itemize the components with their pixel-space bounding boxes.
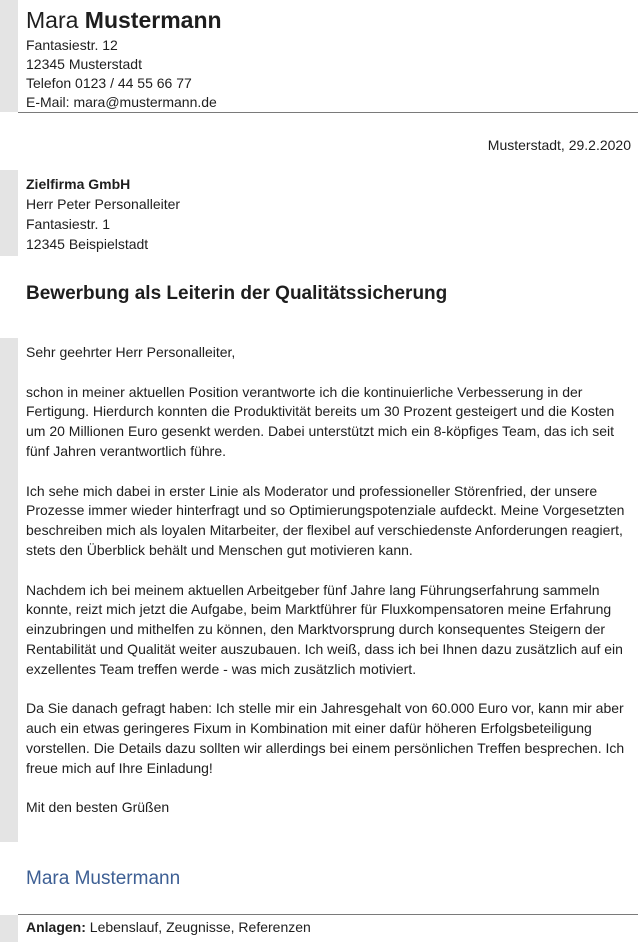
- letter-paragraph: Da Sie danach gefragt haben: Ich stelle mir ein Jahresgehalt von 60.000 Euro vor, kann mir aber auch ein etwas geringeres Fixum in Kombination mit einer dafür höheren Erfolgsbeteiligung vorstellen. Die Details dazu sollten wir allerdings bei einem persönlichen Treffen besprechen. Ich freue mich auf Ihre Einladung!: [26, 700, 625, 776]
- footer-side-bar: [0, 915, 18, 942]
- recipient-city: 12345 Beispielstadt: [26, 236, 149, 252]
- attachments-line: [26, 918, 311, 937]
- letter-salutation: Sehr geehrter Herr Personalleiter,: [26, 344, 236, 360]
- sender-name-heading: [26, 6, 222, 34]
- sender-email: E-Mail: mara@mustermann.de: [26, 94, 217, 110]
- recipient-side-bar: [0, 170, 18, 256]
- sender-street: Fantasiestr. 12: [26, 37, 118, 53]
- sender-first-name: Mara: [26, 7, 79, 33]
- attachments-value: Lebenslauf, Zeugnisse, Referenzen: [89, 919, 311, 935]
- attachments-label: Anlagen:: [26, 919, 86, 935]
- recipient-street: Fantasiestr. 1: [26, 216, 111, 232]
- recipient-company: Zielfirma GmbH: [26, 176, 131, 192]
- recipient-address: [26, 174, 180, 254]
- letter-paragraph: Ich sehe mich dabei in erster Linie als Moderator und professioneller Störenfried, der unsere Prozesse immer wieder hinterfragt und so Optimierungspotenziale aufdeckt. Meine Vorgesetzten beschreiben mich als loyalen Mitarbeiter, der flexibel auf verschiedenste Anforderungen reagiert, stets den Überblick behält und Menschen gut motivieren kann.: [26, 482, 625, 558]
- letter-subject: Bewerbung als Leiterin der Qualitätssicherung: [26, 283, 448, 304]
- letter-body: [26, 343, 626, 838]
- letter-date: Musterstadt, 29.2.2020: [487, 137, 631, 153]
- header-divider: [18, 112, 638, 113]
- footer-divider: [18, 914, 638, 915]
- letter-paragraph: schon in meiner aktuellen Position verantworte ich die kontinuierliche Verbesserung in der Fertigung. Hierdurch konnten die Produktivität bereits um 30 Prozent gesteigert und die Kosten um 20 Millionen Euro gesenkt werden. Dabei unterstützt mich ein 8-köpfiges Team, das ich seit fünf Jahren verantwortlich führe.: [26, 383, 615, 459]
- letter-paragraph: Nachdem ich bei meinem aktuellen Arbeitgeber fünf Jahre lang Führungserfahrung sammeln konnte, reizt mich jetzt die Aufgabe, beim Marktführer für Fluxkompensatoren meine Erfahrung einzubringen und mithelfen zu können, den Marktvorsprung durch konsequentes Steigern der Rentabilität und Qualität weiter auszubauen. Ich weiß, dass ich bei Ihnen dazu zusätzlich auf ein exzellentes Team treffen werde - was mich zusätzlich motiviert.: [26, 581, 623, 677]
- letter-closing: Mit den besten Grüßen: [26, 799, 170, 816]
- sender-address: [26, 36, 217, 112]
- header-side-bar: [0, 0, 18, 112]
- sender-city: 12345 Musterstadt: [26, 56, 142, 72]
- sender-last-name: Mustermann: [84, 7, 222, 33]
- body-side-bar: [0, 338, 18, 842]
- signature-name: Mara Mustermann: [26, 868, 181, 889]
- recipient-contact: Herr Peter Personalleiter: [26, 196, 181, 212]
- sender-phone: Telefon 0123 / 44 55 66 77: [26, 75, 192, 91]
